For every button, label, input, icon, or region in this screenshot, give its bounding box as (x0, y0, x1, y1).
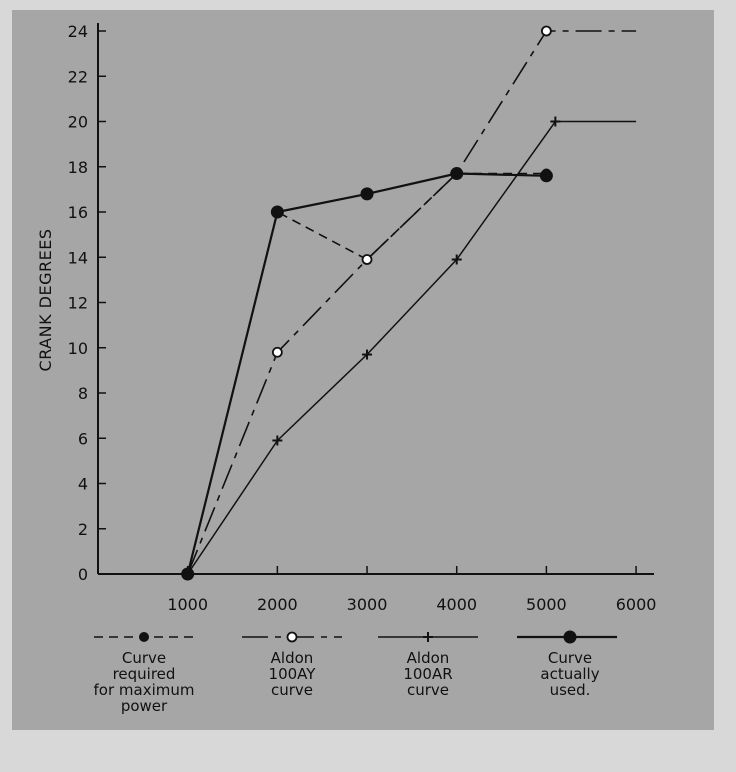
y-tick-label: 18 (67, 157, 88, 177)
x-tick-label: 5000 (526, 595, 567, 614)
y-axis-label: CRANK DEGREES (36, 228, 55, 372)
y-tick-label: 16 (67, 203, 88, 222)
legend-label-line: used. (549, 681, 591, 699)
data-point (564, 631, 577, 644)
data-point (361, 187, 374, 200)
legend-label-line: Curve (121, 649, 167, 667)
y-tick-label: 14 (67, 248, 88, 268)
data-point (139, 632, 149, 642)
data-point (271, 206, 284, 219)
chart-panel (12, 10, 714, 730)
y-tick-label: 8 (77, 384, 88, 403)
y-tick-label: 10 (67, 338, 88, 358)
legend-label-line: actually (540, 665, 600, 683)
y-tick-label: 0 (77, 565, 88, 584)
y-tick-label: 6 (77, 429, 88, 449)
x-tick-label: 1000 (167, 595, 209, 614)
x-tick-label: 6000 (615, 595, 657, 614)
y-tick-label: 20 (67, 112, 88, 132)
y-tick-label: 22 (67, 67, 88, 87)
legend-label-line: required (112, 665, 176, 683)
data-point (540, 169, 553, 182)
x-tick-label: 2000 (256, 595, 298, 614)
legend-label-line: Aldon (406, 649, 450, 667)
legend-label-line: for maximum (93, 681, 195, 699)
data-point (363, 255, 372, 264)
x-tick-label: 3000 (346, 595, 388, 614)
y-tick-label: 4 (77, 474, 88, 494)
data-point (273, 348, 282, 357)
legend-label-line: 100AY (268, 665, 316, 683)
legend-label-line: Curve (547, 649, 593, 667)
y-tick-label: 2 (77, 519, 88, 539)
data-point (288, 633, 297, 642)
y-tick-label: 24 (67, 22, 88, 41)
legend-label-line: Aldon (270, 649, 314, 667)
data-point (181, 568, 194, 581)
legend-label-line: curve (270, 681, 314, 699)
data-point (450, 167, 463, 180)
legend-label-line: 100AR (403, 665, 453, 683)
y-tick-label: 12 (67, 293, 88, 313)
legend-label-line: curve (406, 681, 450, 699)
data-point (542, 27, 551, 36)
x-tick-label: 4000 (436, 595, 478, 614)
legend-label-line: power (120, 697, 168, 715)
